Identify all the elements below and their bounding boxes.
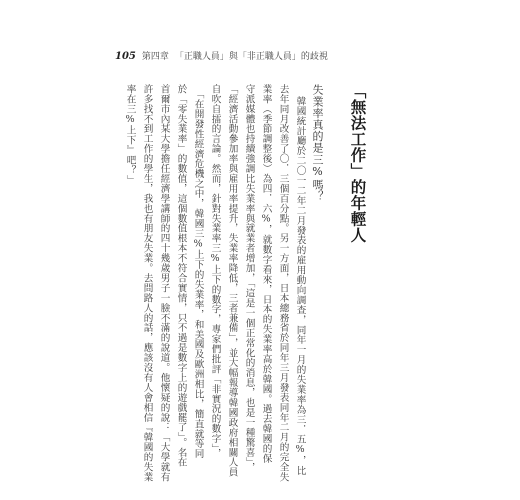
chapter-label: 第四章 bbox=[141, 52, 169, 62]
body-line: 業率（季節調整後）為四．六%，就數字看來，日本的失業率高於韓國。過去韓國的保 bbox=[260, 84, 272, 464]
body-line: 「在開發性經濟危機之中，韓國三%上下的失業率，和美國及歐洲相比，簡直就等同 bbox=[192, 84, 204, 459]
running-header bbox=[115, 49, 328, 63]
body-line: 「經濟活動參加率與雇用率提升，失業率降低，三者兼備」，並大幅報導韓國政府相關人員 bbox=[226, 84, 238, 478]
body-line: 率在三%上下』吧？」 bbox=[124, 84, 136, 185]
section-title: 「無法工作」的年輕人 bbox=[348, 83, 367, 243]
body-line: 自吹自擂的言論。然而，針對失業率三%上下的數字，專家們批評「非實況的數字」， bbox=[209, 84, 221, 459]
body-line: 首爾市內某大學擔任經濟學講師的四十幾歲男子一臉不滿的說道。他懷疑的說：「大學就有 bbox=[158, 84, 170, 482]
section-lead: 失業率真的是三%嗎？ bbox=[311, 84, 324, 202]
page-number: 105 bbox=[115, 51, 136, 62]
body-line: 許多找不到工作的學生，我也有朋友失業。去問路人的話，應該沒有人會相信『韓國的失業 bbox=[141, 84, 153, 482]
chapter-subtitle: 「正職人員」與「非正職人員」的歧視 bbox=[174, 52, 328, 62]
body-line: 去年同月改善了〇．三個百分點。另一方面，日本總務省於同年三月發表同年二月的完全失 bbox=[277, 84, 289, 482]
body-line: 於「零失業率」的數值，這個數值根本不符合實情，只不過是數字上的遊戲罷了」。名在 bbox=[175, 84, 187, 468]
body-line: 韓國統計廳於二〇一二年二月發表的雇用動向調查，同年一月的失業率為三．五%，比 bbox=[294, 96, 306, 476]
body-line: 守派媒體也持續強調比失業率與就業者增加，「這是一個正常化的消息，也是一種驚喜」， bbox=[243, 84, 255, 473]
